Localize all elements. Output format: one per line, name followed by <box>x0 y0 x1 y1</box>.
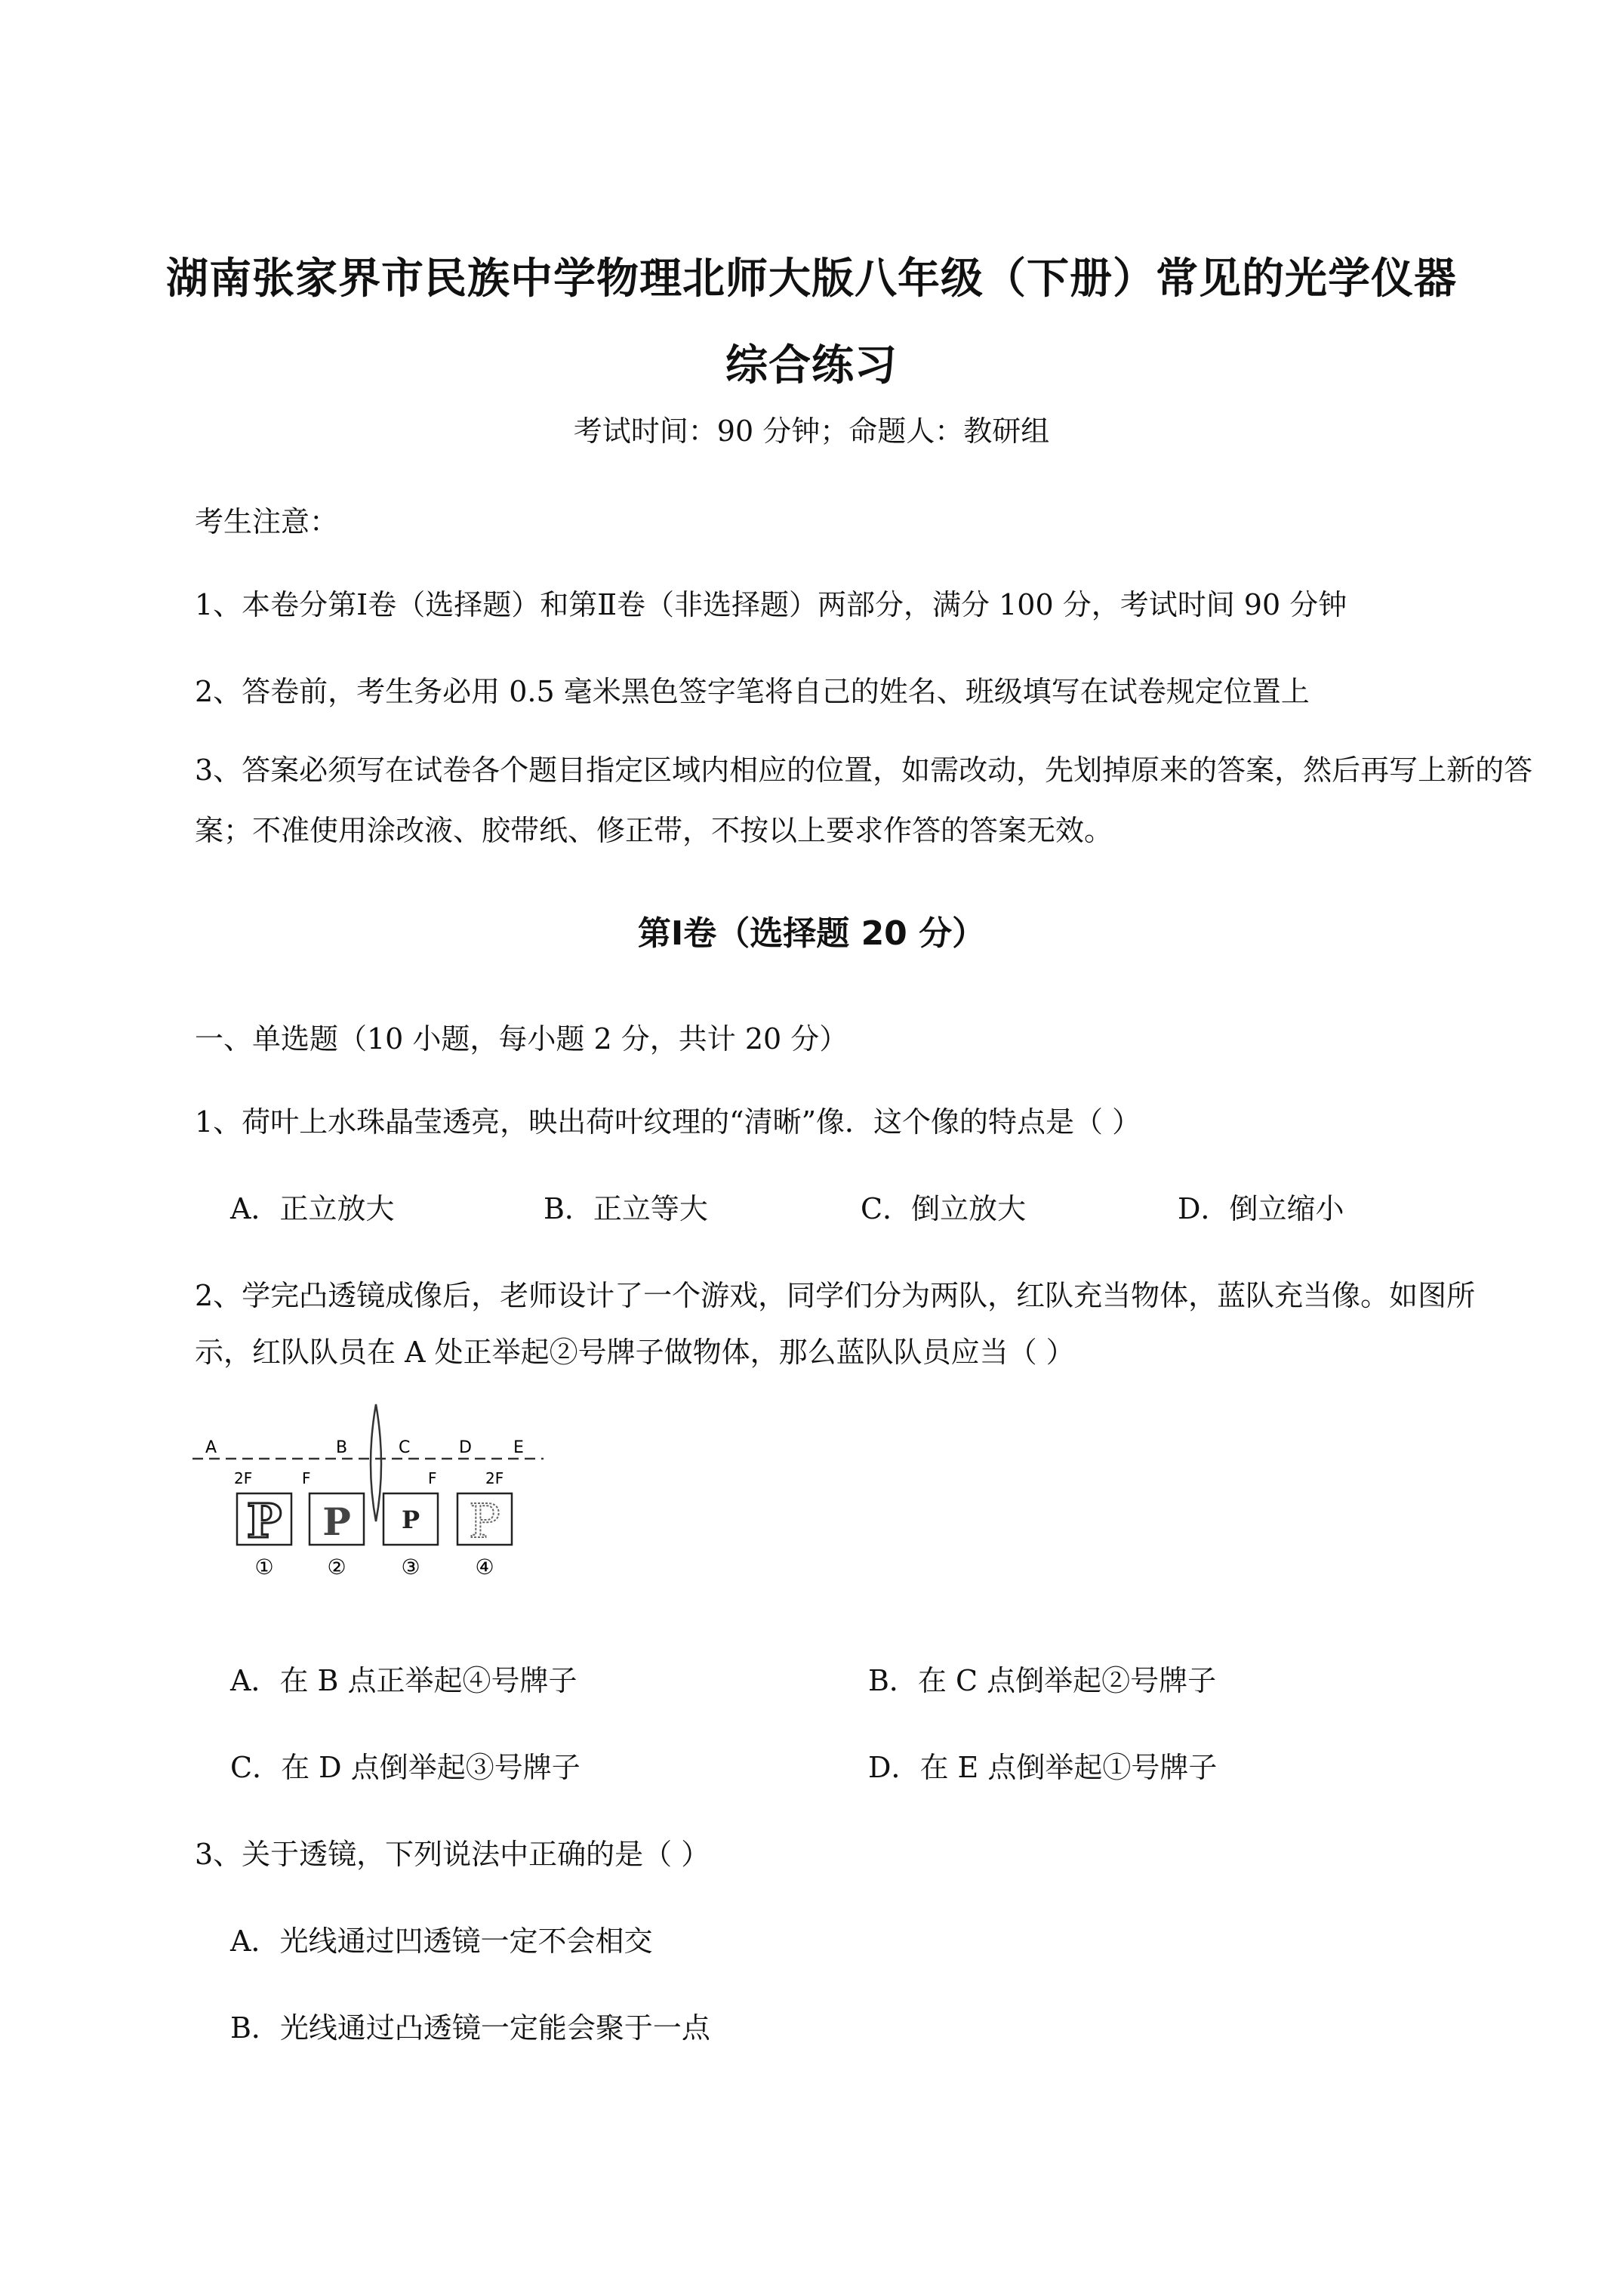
convex-lens <box>371 1404 381 1521</box>
notice-heading: 考生注意： <box>195 505 339 538</box>
question-1-stem: 1、荷叶上水珠晶莹透亮，映出荷叶纹理的“清晰”像．这个像的特点是（ ） <box>195 1105 1141 1139</box>
card-number-3: ③ <box>401 1555 420 1579</box>
card-number-4: ④ <box>475 1555 494 1579</box>
question-2-option-c[interactable]: C．在 D 点倒举起③号牌子 <box>230 1751 581 1784</box>
exam-title-line2: 综合练习 <box>725 341 898 390</box>
card-number-1: ① <box>254 1555 274 1579</box>
focal-label-2f-right: 2F <box>485 1469 504 1487</box>
card-1-letter: P <box>246 1493 282 1549</box>
point-label-a: A <box>205 1438 217 1457</box>
question-3-option-a[interactable]: A．光线通过凹透镜一定不会相交 <box>230 1925 653 1958</box>
exam-title-line1: 湖南张家界市民族中学物理北师大版八年级（下册）常见的光学仪器 <box>166 254 1457 304</box>
point-label-b: B <box>336 1438 348 1457</box>
lens-diagram <box>189 1389 581 1586</box>
card-number-2: ② <box>327 1555 346 1579</box>
notice-item-1: 1、本卷分第Ⅰ卷（选择题）和第Ⅱ卷（非选择题）两部分，满分 100 分，考试时间 90 分钟 <box>195 588 1347 621</box>
question-2-stem-line2: 示，红队队员在 A 处正举起②号牌子做物体，那么蓝队队员应当（ ） <box>195 1336 1075 1369</box>
exam-subtitle: 考试时间：90 分钟；命题人：教研组 <box>573 415 1050 448</box>
focal-label-2f-left: 2F <box>234 1469 253 1487</box>
part-heading: 一、单选题（10 小题，每小题 2 分，共计 20 分） <box>195 1022 848 1056</box>
notice-item-2: 2、答卷前，考生务必用 0.5 毫米黑色签字笔将自己的姓名、班级填写在试卷规定位置上 <box>195 675 1310 708</box>
focal-label-f-right: F <box>428 1469 437 1487</box>
question-1-option-d[interactable]: D．倒立缩小 <box>1178 1192 1344 1225</box>
question-2-option-a[interactable]: A．在 B 点正举起④号牌子 <box>230 1664 577 1697</box>
question-2-option-d[interactable]: D．在 E 点倒举起①号牌子 <box>868 1751 1218 1784</box>
question-3-stem: 3、关于透镜，下列说法中正确的是（ ） <box>195 1838 710 1871</box>
card-2-letter: P <box>322 1499 351 1544</box>
card-4-letter: P <box>469 1493 500 1549</box>
question-3-option-b[interactable]: B．光线通过凸透镜一定能会聚于一点 <box>230 2011 710 2045</box>
question-2-stem-line1: 2、学完凸透镜成像后，老师设计了一个游戏，同学们分为两队，红队充当物体，蓝队充当像。如图所 <box>195 1279 1476 1312</box>
focal-label-f-left: F <box>302 1469 311 1487</box>
point-label-c: C <box>399 1438 411 1457</box>
point-label-d: D <box>459 1438 472 1457</box>
notice-item-3: 3、答案必须写在试卷各个题目指定区域内相应的位置，如需改动，先划掉原来的答案，然后再写上新的答案；不准使用涂改液、胶带纸、修正带，不按以上要求作答的答案无效。 <box>195 754 1533 847</box>
question-1-option-b[interactable]: B．正立等大 <box>544 1192 708 1225</box>
section-title: 第Ⅰ卷（选择题 20 分） <box>637 914 986 953</box>
question-1-option-a[interactable]: A．正立放大 <box>230 1192 395 1225</box>
card-3-letter: P <box>401 1505 420 1534</box>
question-1-option-c[interactable]: C．倒立放大 <box>861 1192 1027 1225</box>
question-2-option-b[interactable]: B．在 C 点倒举起②号牌子 <box>868 1664 1217 1697</box>
point-label-e: E <box>513 1438 524 1457</box>
